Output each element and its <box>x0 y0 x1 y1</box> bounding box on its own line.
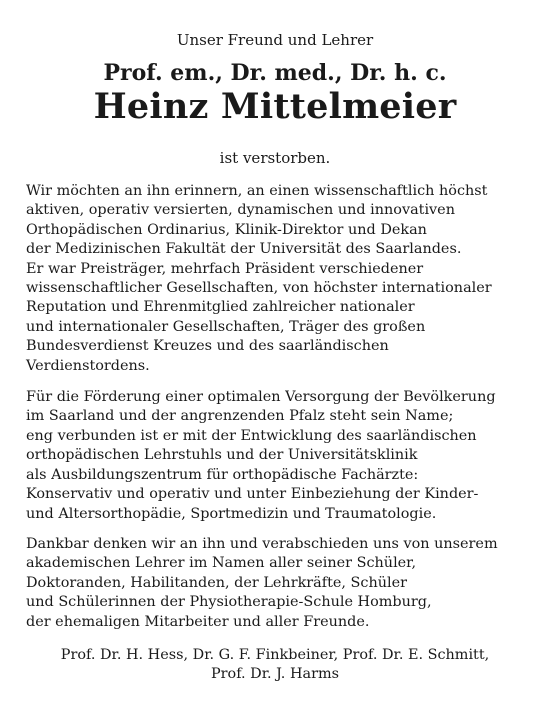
academic-titles: Prof. em., Dr. med., Dr. h. c. <box>103 60 447 86</box>
text-line: Konservativ und operativ und unter Einbeziehung der Kinder- <box>26 486 479 503</box>
deceased-name: Heinz Mittelmeier <box>93 86 457 127</box>
text-line: eng verbunden ist er mit der Entwicklung des saarländischen <box>26 427 477 444</box>
intro-line: Unser Freund und Lehrer <box>176 31 374 49</box>
text-line: im Saarland und der angrenzenden Pfalz steht sein Name; <box>26 408 454 425</box>
text-line: als Ausbildungszentrum für orthopädische Fachärzte: <box>26 466 419 483</box>
text-line: Er war Preisträger, mehrfach Präsident verschiedener <box>26 260 424 277</box>
text-line: Orthopädischen Ordinarius, Klinik-Direktor und Dekan <box>26 221 427 238</box>
text-line: Wir möchten an ihn erinnern, an einen wissenschaftlich höchst <box>26 183 488 199</box>
signature-line: Prof. Dr. H. Hess, Dr. G. F. Finkbeiner, Prof. Dr. E. Schmitt, <box>60 646 490 663</box>
status-line: ist verstorben. <box>219 149 331 167</box>
text-line: der Medizinischen Fakultät der Universität des Saarlandes. <box>26 241 462 258</box>
signature-line: Prof. Dr. J. Harms <box>210 666 339 683</box>
text-line: Verdienstordens. <box>26 357 150 374</box>
text-line: wissenschaftlicher Gesellschaften, von höchster internationaler <box>26 280 492 297</box>
text-line: Für die Förderung einer optimalen Versorgung der Bevölkerung <box>26 389 496 406</box>
text-line: Dankbar denken wir an ihn und verabschieden uns von unserem <box>26 535 498 552</box>
text-line: aktiven, operativ versierten, dynamischen und innovativen <box>26 202 455 219</box>
text-line: Bundesverdienst Kreuzes und des saarländischen <box>26 338 389 355</box>
signatories <box>26 646 524 685</box>
paragraph-farewell <box>26 535 524 632</box>
text-line: Reputation und Ehrenmitglied zahlreicher nationaler <box>26 299 415 316</box>
text-line: Doktoranden, Habilitanden, der Lehrkräfte, Schüler <box>26 574 407 591</box>
paragraph-remembrance <box>26 182 524 376</box>
text-line: und internationaler Gesellschaften, Träger des großen <box>26 318 426 335</box>
text-line: der ehemaligen Mitarbeiter und aller Freunde. <box>26 613 370 630</box>
text-line: akademischen Lehrer im Namen aller seiner Schüler, <box>26 555 417 572</box>
text-line: orthopädischen Lehrstuhls und der Universitätsklinik <box>26 447 418 464</box>
text-line: und Altersorthopädie, Sportmedizin und Traumatologie. <box>26 505 437 522</box>
text-line: und Schülerinnen der Physiotherapie-Schule Homburg, <box>26 594 432 611</box>
paragraph-legacy <box>26 388 524 524</box>
